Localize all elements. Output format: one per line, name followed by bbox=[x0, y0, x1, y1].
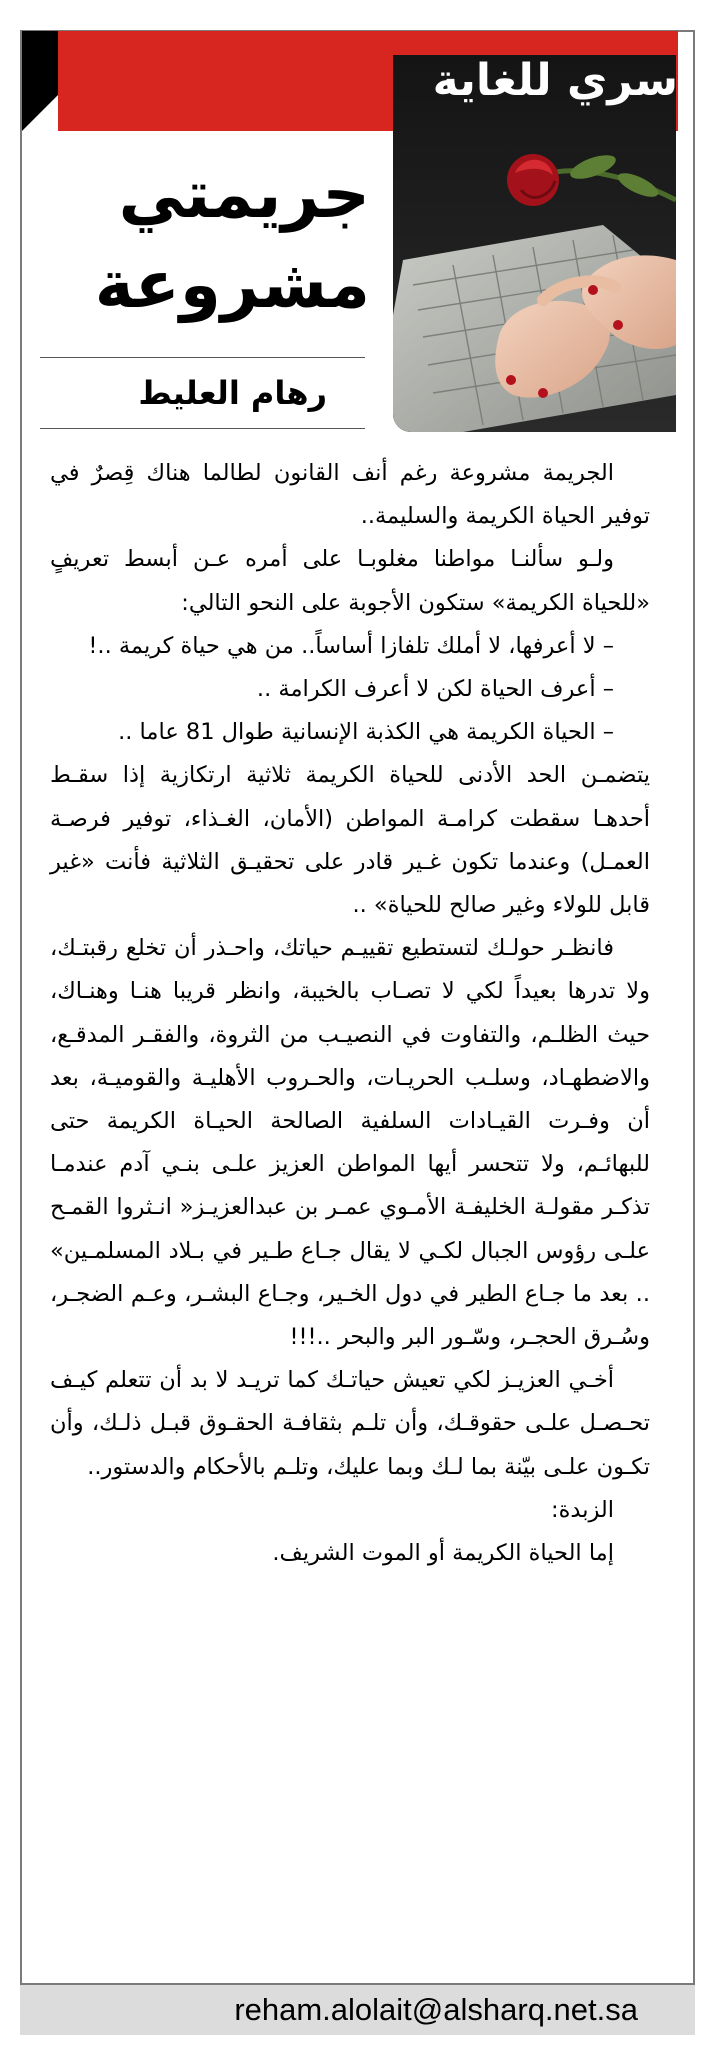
paragraph: الجريمة مشروعة رغم أنف القانون لطالما هناك قِصرٌ في توفير الحياة الكريمة والسليمة.. bbox=[50, 460, 650, 530]
byline-top-rule bbox=[40, 357, 365, 358]
author-byline: رهام العليط bbox=[138, 374, 327, 412]
headline-line-1: جريمتي bbox=[118, 156, 370, 233]
headline bbox=[30, 150, 370, 330]
byline-bottom-rule bbox=[40, 428, 365, 429]
article-body bbox=[50, 452, 650, 1575]
author-email: reham.alolait@alsharq.net.sa bbox=[234, 1992, 638, 2027]
paragraph: إما الحياة الكريمة أو الموت الشريف. bbox=[272, 1540, 614, 1567]
section-kicker: سري للغاية bbox=[432, 55, 678, 106]
paragraph: يتضمـن الحد الأدنى للحياة الكريمة ثلاثية ارتكازية إذا سقـط أحدهـا سقطت كرامـة المواطن (الأمان، الغـذاء، توفير فرصـة العمـل) وعندما تكون غـير قادر على تحقيـق الثلاثية فأنت «غير قابل للولاء وغير صالح للحياة» .. bbox=[50, 762, 650, 919]
paragraph: – أعرف الحياة لكن لا أعرف الكرامة .. bbox=[256, 676, 614, 703]
paragraph: – الحياة الكريمة هي الكذبة الإنسانية طوال 81 عاما .. bbox=[118, 719, 614, 746]
headline-line-2: مشروعة bbox=[94, 246, 370, 323]
paragraph: – لا أعرفها، لا أملك تلفازا أساساً.. من هي حياة كريمة ..! bbox=[88, 632, 614, 659]
paragraph: فانظـر حولـك لتستطيع تقييـم حياتك، واحـذر أن تخلع رقبتـك، ولا تدرها بعيداً لكي لا تصـاب بالخيبة، وانظر قريبا هنـا وهنـاك، حيث الظلـم، والتفاوت في النصيـب من الثروة، والفقـر المدقـع، والاضطهـاد، وسلـب الحريـات، والحـروب الأهليـة والقوميـة، بعد أن وفـرت القيـادات السلفية الصالحة الحيـاة الكريمة حتى للبهائـم، ولا تتحسر أيها المواطن العزيز علـى بنـي آدم عندمـا تذكـر مقولـة الخليفـة الأمـوي عمـر بن عبدالعزيـز« انـثروا القمـح علـى رؤوس الجبال لكـي لا يقال جـاع طـير في بـلاد المسلمـين» .. بعد ما جـاع الطير في دول الخـير، وجـاع البشـر، وعـم الضجـر، وسُـرق الحجـر، وسّـور البر والبحر ..!!! bbox=[50, 935, 650, 1351]
paragraph: ولـو سألنـا مواطنا مغلوبـا على أمره عـن أبسط تعريفٍ «للحياة الكريمة» ستكون الأجوبة على النحو التالي: bbox=[50, 546, 650, 616]
paragraph: أخـي العزيـز لكي تعيش حياتـك كما تريـد لا بد أن تتعلم كيـف تحـصـل علـى حقوقـك، وأن تلـم بثقافـة الحقـوق قبـل ذلـك، وأن تكـون علـى بيّنة بما لـك وبما عليك، وتلـم بالأحكام والدستور.. bbox=[50, 1367, 650, 1480]
footer-bar bbox=[20, 1983, 695, 2035]
paragraph: الزبدة: bbox=[551, 1496, 614, 1523]
